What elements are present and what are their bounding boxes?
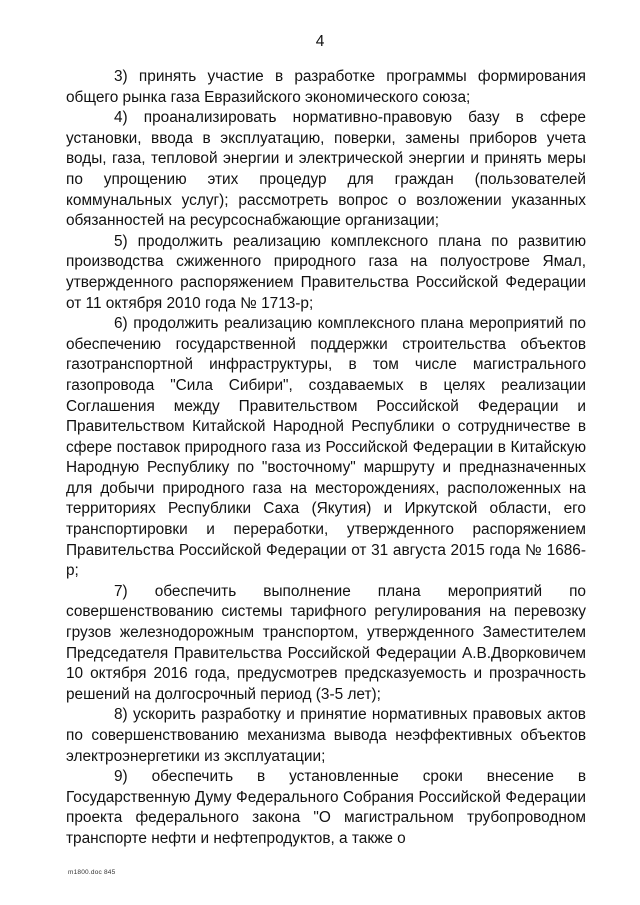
- document-body: [66, 67, 586, 850]
- paragraph-item-7: 7) обеспечить выполнение плана мероприятий по совершенствованию системы тарифного регулирования на перевозку грузов железнодорожным транспортом, утвержденного Заместителем Председателя Правительства Российской Федерации А.В.Дворковичем 10 октября 2016 года, предусмотрев предсказуемость и прозрачность решений на долгосрочный период (3-5 лет);: [66, 582, 586, 703]
- paragraph-item-6: 6) продолжить реализацию комплексного плана мероприятий по обеспечению государственной поддержки строительства объектов газотранспортной инфраструктуры, в том числе магистрального газопровода "Сила Сибири", создаваемых в целях реализации Соглашения между Правительством Российской Федерации и Правительством Китайской Народной Республики о сотрудничестве в сфере поставок природного газа из Российской Федерации в Китайскую Народную Республику по "восточному" маршруту и предназначенных для добычи природного газа на месторождениях, расположенных на территориях Республики Саха (Якутия) и Иркутской области, его транспортировки и переработки, утвержденного распоряжением Правительства Российской Федерации от 31 августа 2015 года № 1686-р;: [66, 315, 586, 580]
- page-number: 4: [315, 33, 325, 50]
- paragraph-item-3: 3) принять участие в разработке программы формирования общего рынка газа Евразийского экономического союза;: [66, 68, 586, 106]
- paragraph-item-5: 5) продолжить реализацию комплексного плана по развитию производства сжиженного природного газа на полуострове Ямал, утвержденного распоряжением Правительства Российской Федерации от 11 октября 2010 года № 1713-р;: [66, 232, 586, 312]
- paragraph-item-4: 4) проанализировать нормативно-правовую базу в сфере установки, ввода в эксплуатацию, поверки, замены приборов учета воды, газа, тепловой энергии и электрической энергии и принять меры по упрощению этих процедур для граждан (пользователей коммунальных услуг); рассмотреть вопрос о возложении указанных обязанностей на ресурсоснабжающие организации;: [66, 109, 586, 230]
- paragraph-item-8: 8) ускорить разработку и принятие нормативных правовых актов по совершенствованию механизма вывода неэффективных объектов электроэнергетики из эксплуатации;: [66, 706, 586, 765]
- paragraph-item-9: 9) обеспечить в установленные сроки внесение в Государственную Думу Федерального Собрания Российской Федерации проекта федерального закона "О магистральном трубопроводном транспорте нефти и нефтепродуктов, а также о: [66, 768, 586, 847]
- footer-file-reference: m1800.doc 845: [68, 869, 116, 876]
